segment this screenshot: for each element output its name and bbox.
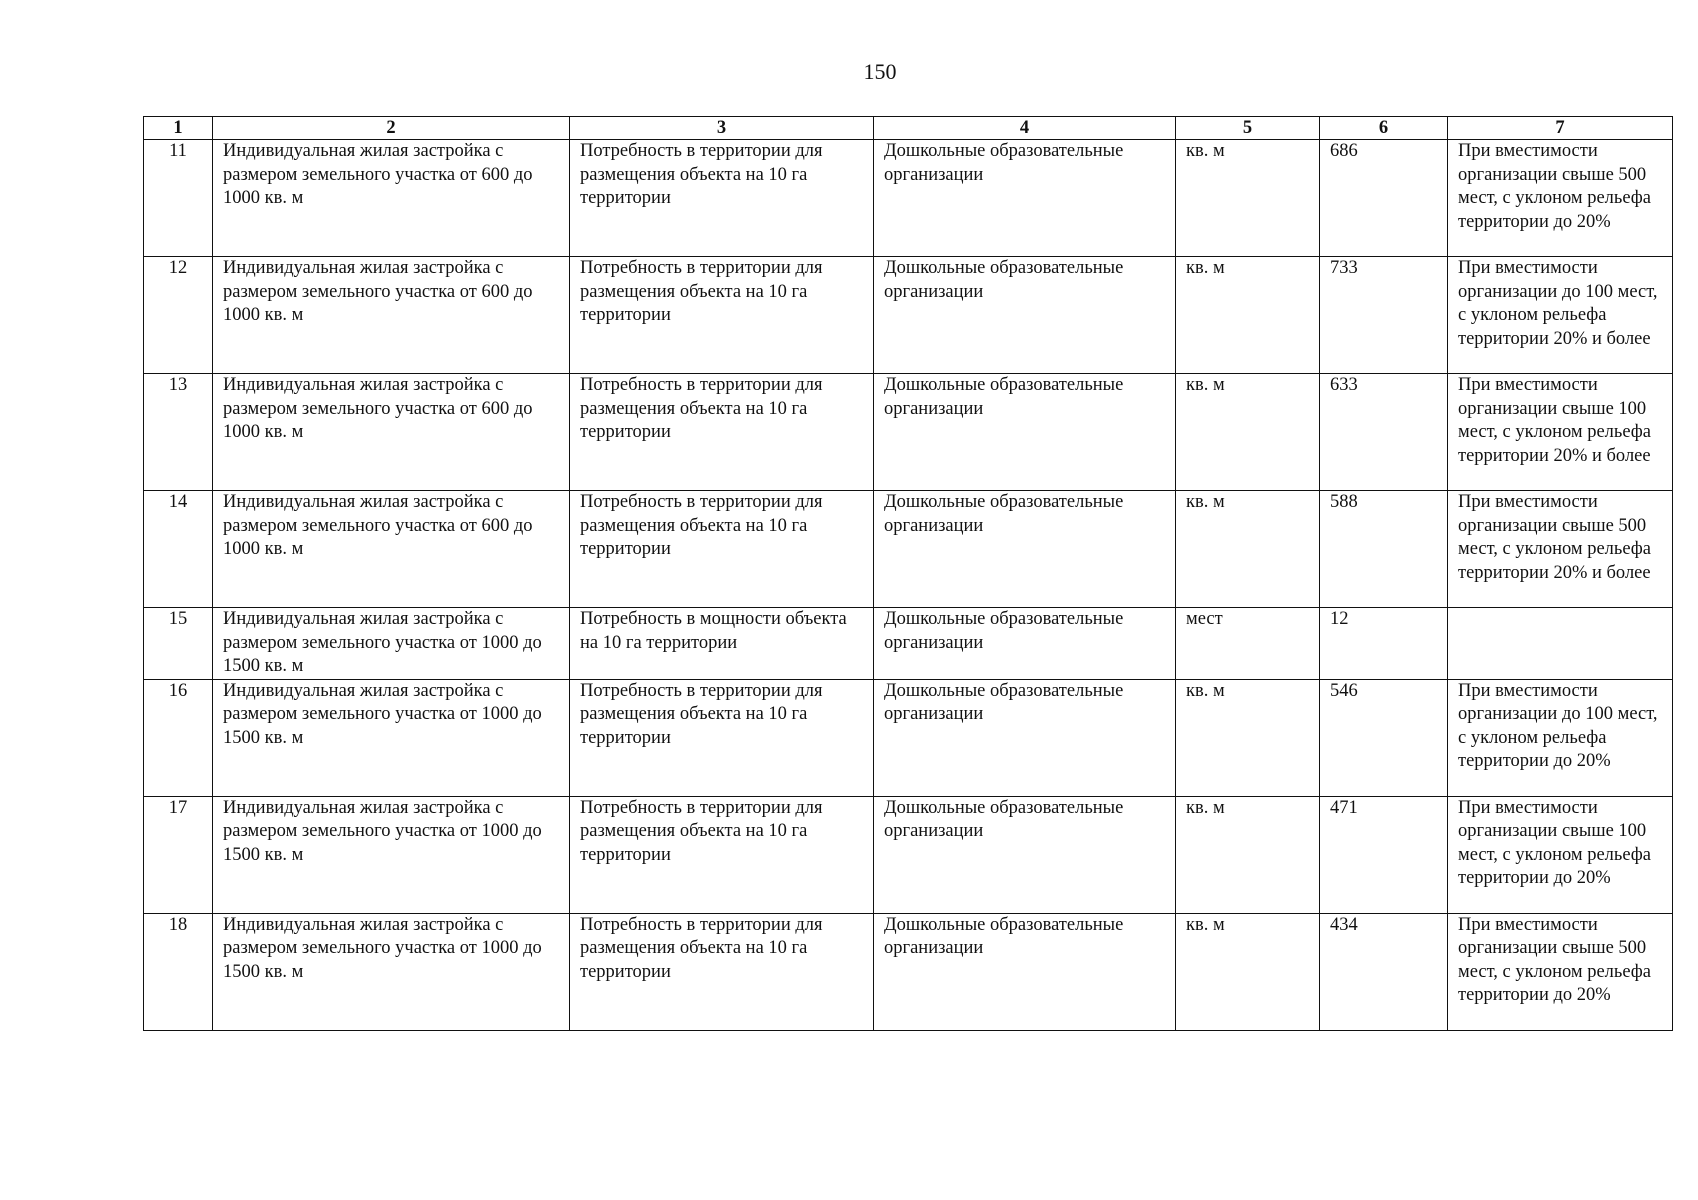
row-number: 12	[144, 257, 213, 374]
table-row	[144, 374, 1673, 491]
header-cell: 6	[1320, 117, 1448, 140]
row-number: 11	[144, 140, 213, 257]
unit-cell: кв. м	[1176, 374, 1320, 491]
object-cell: Дошкольные образовательные организации	[874, 257, 1176, 374]
object-cell: Дошкольные образовательные организации	[874, 140, 1176, 257]
table-row	[144, 608, 1673, 680]
header-cell: 5	[1176, 117, 1320, 140]
object-cell: Дошкольные образовательные организации	[874, 491, 1176, 608]
note-cell: При вместимости организации свыше 500 мест, с уклоном рельефа территории до 20%	[1448, 140, 1673, 257]
indicator-cell: Потребность в территории для размещения объекта на 10 га территории	[570, 257, 874, 374]
note-cell: При вместимости организации свыше 500 мест, с уклоном рельефа территории 20% и более	[1448, 491, 1673, 608]
value-cell: 588	[1320, 491, 1448, 608]
object-cell: Дошкольные образовательные организации	[874, 679, 1176, 796]
value-cell: 633	[1320, 374, 1448, 491]
note-cell: При вместимости организации до 100 мест, с уклоном рельефа территории до 20%	[1448, 679, 1673, 796]
value-cell: 471	[1320, 796, 1448, 913]
value-cell: 434	[1320, 913, 1448, 1030]
header-cell: 3	[570, 117, 874, 140]
territory-type-cell: Индивидуальная жилая застройка с размером земельного участка от 600 до 1000 кв. м	[213, 257, 570, 374]
unit-cell: кв. м	[1176, 913, 1320, 1030]
page-number: 150	[863, 59, 897, 84]
territory-type-cell: Индивидуальная жилая застройка с размером земельного участка от 600 до 1000 кв. м	[213, 374, 570, 491]
unit-cell: кв. м	[1176, 679, 1320, 796]
row-number: 18	[144, 913, 213, 1030]
value-cell: 686	[1320, 140, 1448, 257]
standards-table	[143, 116, 1673, 1031]
row-number: 16	[144, 679, 213, 796]
unit-cell: кв. м	[1176, 257, 1320, 374]
value-cell: 12	[1320, 608, 1448, 680]
header-cell: 4	[874, 117, 1176, 140]
indicator-cell: Потребность в территории для размещения объекта на 10 га территории	[570, 796, 874, 913]
row-number: 15	[144, 608, 213, 680]
object-cell: Дошкольные образовательные организации	[874, 374, 1176, 491]
object-cell: Дошкольные образовательные организации	[874, 913, 1176, 1030]
object-cell: Дошкольные образовательные организации	[874, 796, 1176, 913]
table-row	[144, 679, 1673, 796]
row-number: 14	[144, 491, 213, 608]
object-cell: Дошкольные образовательные организации	[874, 608, 1176, 680]
territory-type-cell: Индивидуальная жилая застройка с размером земельного участка от 600 до 1000 кв. м	[213, 491, 570, 608]
note-cell: При вместимости организации свыше 100 мест, с уклоном рельефа территории до 20%	[1448, 796, 1673, 913]
row-number: 13	[144, 374, 213, 491]
territory-type-cell: Индивидуальная жилая застройка с размером земельного участка от 1000 до 1500 кв. м	[213, 679, 570, 796]
header-cell: 2	[213, 117, 570, 140]
indicator-cell: Потребность в территории для размещения объекта на 10 га территории	[570, 679, 874, 796]
territory-type-cell: Индивидуальная жилая застройка с размером земельного участка от 600 до 1000 кв. м	[213, 140, 570, 257]
territory-type-cell: Индивидуальная жилая застройка с размером земельного участка от 1000 до 1500 кв. м	[213, 796, 570, 913]
territory-type-cell: Индивидуальная жилая застройка с размером земельного участка от 1000 до 1500 кв. м	[213, 608, 570, 680]
value-cell: 546	[1320, 679, 1448, 796]
table-row	[144, 796, 1673, 913]
value-cell: 733	[1320, 257, 1448, 374]
table-row	[144, 140, 1673, 257]
indicator-cell: Потребность в территории для размещения объекта на 10 га территории	[570, 913, 874, 1030]
indicator-cell: Потребность в территории для размещения объекта на 10 га территории	[570, 140, 874, 257]
indicator-cell: Потребность в мощности объекта на 10 га территории	[570, 608, 874, 680]
header-cell: 7	[1448, 117, 1673, 140]
unit-cell: кв. м	[1176, 796, 1320, 913]
row-number: 17	[144, 796, 213, 913]
unit-cell: мест	[1176, 608, 1320, 680]
note-cell	[1448, 608, 1673, 680]
unit-cell: кв. м	[1176, 140, 1320, 257]
header-cell: 1	[144, 117, 213, 140]
indicator-cell: Потребность в территории для размещения объекта на 10 га территории	[570, 374, 874, 491]
header-row	[144, 117, 1673, 140]
note-cell: При вместимости организации свыше 500 мест, с уклоном рельефа территории до 20%	[1448, 913, 1673, 1030]
territory-type-cell: Индивидуальная жилая застройка с размером земельного участка от 1000 до 1500 кв. м	[213, 913, 570, 1030]
note-cell: При вместимости организации до 100 мест, с уклоном рельефа территории 20% и более	[1448, 257, 1673, 374]
table-row	[144, 257, 1673, 374]
note-cell: При вместимости организации свыше 100 мест, с уклоном рельефа территории 20% и более	[1448, 374, 1673, 491]
table-row	[144, 491, 1673, 608]
unit-cell: кв. м	[1176, 491, 1320, 608]
indicator-cell: Потребность в территории для размещения объекта на 10 га территории	[570, 491, 874, 608]
table-row	[144, 913, 1673, 1030]
